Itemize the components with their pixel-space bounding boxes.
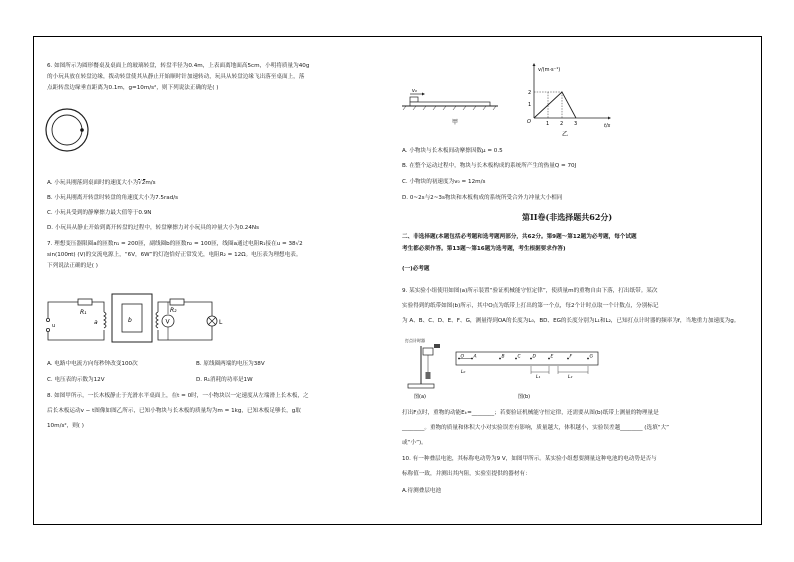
vt-y-tick-2: 2: [528, 90, 532, 96]
figure-b-caption: 图(b): [518, 394, 531, 400]
q7-line1: 7. 理想变压器限圈a的匝数n₁ = 200匝，副线圈b的匝数n₂ = 100匝，线圈a通过电阻R₁接在u = 38√2: [47, 241, 303, 247]
wire-secondary-bottom: [158, 326, 212, 340]
coil-a-label: a: [94, 319, 98, 326]
resistor-r2-label: R₂: [170, 307, 177, 314]
q6-option-a-sqrt: √2: [138, 180, 146, 186]
q7-option-b: B. 原线圈两端的电压为38V: [196, 361, 265, 367]
vt-board-line: [534, 92, 576, 118]
turntable-figure: [44, 108, 94, 154]
heavy-weight: [426, 372, 431, 379]
tape-point-label-e: E: [550, 354, 554, 360]
q6-line1: 6. 如图所示为圆形餐桌及桌面上的玻璃转盘，转盘半径为0.4m，上表面离地面高5cm，小明将质量为40g: [47, 63, 310, 69]
q7-line3: 下列说法正确的是( ): [47, 263, 98, 269]
q6-option-a-post: m/s: [145, 180, 156, 186]
vt-y-tick-1: 1: [528, 102, 532, 108]
source-label: u: [52, 323, 56, 329]
wire-bottom-left: [48, 330, 104, 340]
vt-x-tick-1: 1: [546, 121, 550, 127]
q7-option-a: A. 电路中电流方向每秒钟改变100次: [47, 361, 138, 367]
wire-r1-coil: [92, 302, 104, 312]
voltmeter-label: V: [165, 318, 170, 326]
timer-box: [423, 348, 433, 355]
q6-option-a-pre: A. 小玩具刚落到桌面时的速度大小为: [47, 180, 139, 186]
board-figure-jia: [402, 86, 502, 134]
vt-x-axis-label: t/s: [604, 123, 611, 129]
caption-jia: 甲: [452, 119, 459, 126]
resistor-r1: [78, 299, 92, 305]
turntable-circle: [52, 115, 82, 145]
tape-point-label-g: G: [589, 354, 593, 360]
resistor-r1-label: R₁: [80, 309, 87, 316]
section-2-desc-line2: 考生都必须作答。第13题～第16题为选考题，考生根据要求作答): [402, 246, 566, 252]
tape-point-label-a: A: [473, 354, 477, 360]
vt-x-tick-3: 3: [574, 121, 578, 127]
tape-point-label-o: O: [460, 354, 465, 360]
long-board: [410, 102, 490, 106]
required-questions-label: (一)必考题: [402, 266, 430, 272]
q6-line3: 点距转盘边缘垂直距离为0.1m，g=10m/s²，则下列说法正确的是( ): [47, 85, 219, 91]
q9-line6: 或“小”)。: [402, 440, 427, 446]
vt-graph-yi: [520, 62, 616, 138]
table-hatching: [403, 106, 496, 110]
l0-label: L₀: [461, 370, 466, 375]
source-terminal-bottom: [46, 328, 49, 331]
velocity-label: v₀: [412, 88, 417, 94]
q6-line2: 的小玩具放在转盘边缘，拨动转盘使其从静止开始顺时针加速转动，玩具从转盘边缘飞出落至桌面上，落: [47, 74, 305, 80]
transformer-core-inner: [122, 304, 142, 332]
source-terminal-top: [46, 318, 49, 321]
transformer-core-outer: [112, 294, 152, 342]
q9-line5: ________。重物的质量和体积大小对实验误差有影响，质量越大，体积越小，实验误差越________ (选填“大”: [402, 425, 670, 431]
q9-line4: 打出F点时，重物的动能Eₖ=________；若要验证机械能守恒定律，还需要从图(b)纸带上测量的物理量是: [402, 410, 659, 416]
tape-point-label-f: F: [569, 354, 573, 360]
tape-point-label-c: C: [517, 354, 521, 360]
wire-top-left: [48, 302, 78, 318]
l1-label: L₁: [536, 375, 541, 380]
vt-origin-label: O: [527, 119, 531, 125]
q8-option-a: A. 小物块与长木板间动摩擦因数μ = 0.5: [402, 148, 503, 154]
l2-label: L₂: [568, 375, 573, 380]
tape-figure-b: [456, 348, 602, 402]
q6-option-a: [47, 180, 156, 187]
q8-option-d: D. 0~2s与2~3s物块和木板构成的系统所受合外力冲量大小相同: [402, 195, 563, 201]
coil-b-label: b: [128, 317, 132, 324]
vt-x-tick-2: 2: [560, 121, 564, 127]
primary-coil: [104, 312, 106, 328]
vt-y-axis-label: v/(m·s⁻¹): [538, 67, 561, 73]
resistor-r2: [170, 299, 184, 305]
vt-x-arrowhead: [608, 117, 611, 120]
section-2-desc-line1: 二、非选择题(本题包括必考题和选考题两部分，共62分。第9题～第12题为必考题，每个试题: [402, 234, 637, 240]
small-block: [410, 97, 418, 102]
timer-label: 打点计时器: [405, 338, 425, 343]
q10-line2: 标称值一致，并测出其内阻，实验室提供的器材有：: [402, 471, 531, 477]
wire-r2-lamp: [184, 302, 212, 316]
q9-line3: 为 A、B、C、D、E、F、G，测量得到OA的长度为L₀，BD、EG的长度分别为L₁和L₂，已知打点计时器的频率为f，当地重力加速度为g。: [402, 318, 740, 324]
q10-line3: A.待测叠层电池: [402, 488, 442, 494]
caption-yi: 乙: [562, 131, 569, 138]
toy-dot: [80, 128, 84, 132]
q6-option-c: C. 小玩具受到的静摩擦力最大值等于0.9N: [47, 210, 152, 216]
q8-line3: 10m/s²，则( ): [47, 423, 84, 429]
q10-line1: 10. 有一种叠层电池，其标称电动势为9 V，如图甲所示。某实验小组想要测量这种电池的电动势是否与: [402, 456, 657, 462]
q8-line1: 8. 如图甲所示，一长木板静止于光滑水平桌面上，在t = 0时，一小物块以一定速度从左端滑上长木板，之: [47, 393, 309, 399]
transformer-circuit-figure: [44, 290, 224, 346]
q9-line1: 9. 某实验小组使用如图(a)所示装置“验证机械能守恒定律”，使质量m的重物自由下落，打出纸带。某次: [402, 288, 658, 294]
q8-option-b: B. 在整个运动过程中，物块与长木板构成的系统所产生的热量Q = 70J: [402, 163, 577, 169]
secondary-coil: [156, 312, 158, 328]
q8-option-c: C. 小物块的初速度为v₀ = 12m/s: [402, 179, 486, 185]
q8-line2: 后长木板运动v − t图像如图乙所示，已知小物块与长木板的质量均为m = 1kg，已知木板足够长，g取: [47, 408, 301, 414]
q9-line2: 实验得到的纸带如图(b)所示，其中O点为纸带上打出的第一个点，每2个计时点取一个计数点，分别标记: [402, 303, 659, 309]
tape-point-label-b: B: [501, 354, 505, 360]
tape-strip: [456, 352, 598, 365]
apparatus-figure-a: [404, 336, 452, 402]
q7-line2: sin(100πt) (V)的交流电源上，“6V，6W”的灯泡恰好正常发光，电阻R₂ = 12Ω。电压表为理想电表。: [47, 252, 302, 258]
timer-plug: [434, 344, 440, 348]
page-border: [33, 36, 762, 525]
vt-y-arrowhead: [533, 63, 536, 66]
q7-option-d: D. R₁消耗的功率是1W: [196, 377, 253, 383]
section-2-title: 第II卷(非选择题共62分): [522, 212, 613, 222]
figure-a-caption: 图(a): [414, 394, 426, 400]
velocity-arrowhead: [422, 93, 425, 96]
apparatus-base: [408, 384, 434, 388]
q6-option-b: B. 小玩具刚离开转盘时转盘的角速度大小为7.5rad/s: [47, 195, 179, 201]
lamp-label: L: [219, 319, 223, 326]
tape-point-label-d: D: [532, 354, 536, 360]
q6-option-d: D. 小玩具从静止开始到离开转盘的过程中，转盘摩擦力对小玩具的冲量大小为0.24Ns: [47, 225, 260, 231]
q7-option-c: C. 电压表的示数为12V: [47, 377, 105, 383]
